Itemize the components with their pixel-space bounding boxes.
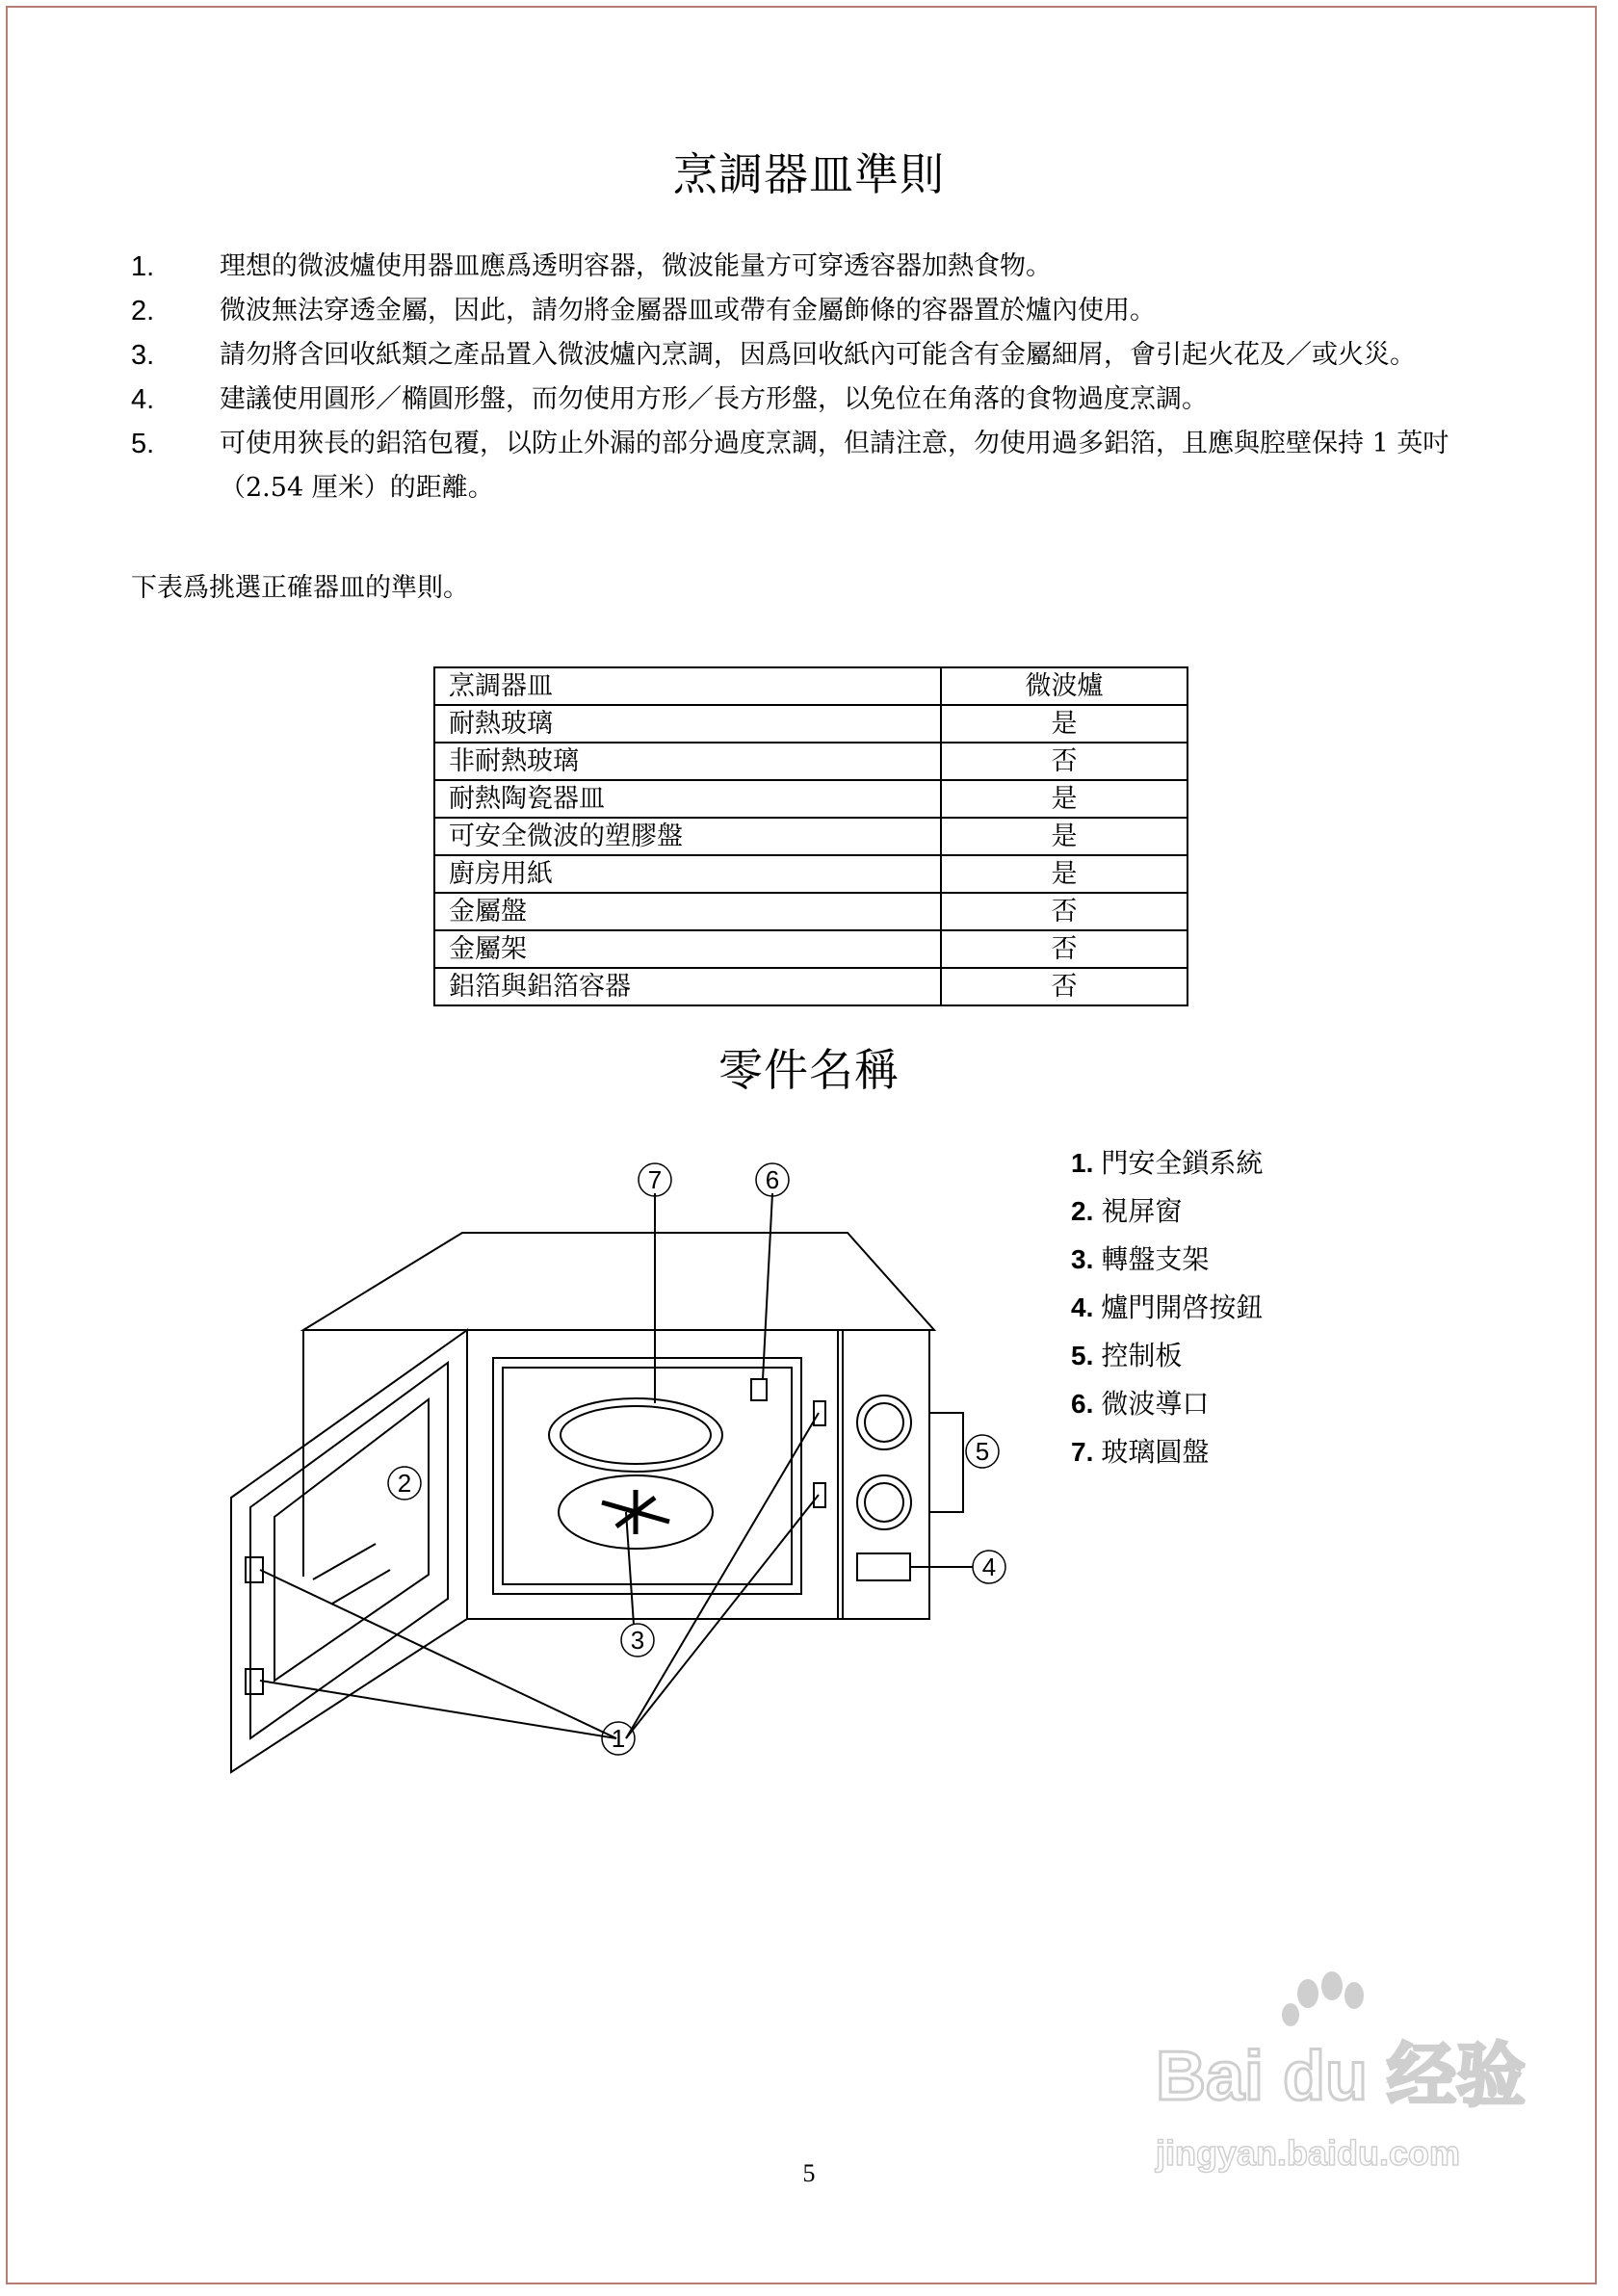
table-cell: 耐熱玻璃 [434,705,941,743]
table-cell: 是 [941,780,1187,818]
rules-list [131,245,1479,510]
part-number: 6. [1071,1389,1094,1419]
table-row [434,893,1187,930]
table-row [434,705,1187,743]
callout-5-label: 5 [975,1437,990,1466]
table-row [434,968,1187,1005]
part-label: 控制板 [1101,1340,1183,1371]
rule-item [131,378,1479,422]
glass-tray-rim [561,1406,711,1464]
table-row [434,930,1187,968]
waveguide-cover [751,1379,767,1400]
table-header-cell: 微波爐 [941,667,1187,705]
callout-6-label: 6 [765,1165,780,1194]
table-cell: 是 [941,855,1187,893]
leader-5-bracket [929,1413,963,1512]
timer-knob-inner [865,1403,903,1442]
table-cell: 金屬架 [434,930,941,968]
table-row [434,818,1187,855]
callout-3-label: 3 [630,1626,645,1655]
rule-number: 2. [131,296,155,326]
table-cell: 廚房用紙 [434,855,941,893]
rule-text: 建議使用圓形／橢圓形盤，而勿使用方形／長方形盤，以免位在角落的食物過度烹調。 [220,384,1208,414]
part-item [1071,1236,1263,1284]
table-header-cell: 烹調器皿 [434,667,941,705]
leader-1 [626,1495,819,1738]
table-cell: 可安全微波的塑膠盤 [434,818,941,855]
part-item [1071,1284,1263,1332]
window-glare [313,1544,376,1579]
door [231,1330,467,1772]
door-release-button [857,1553,910,1580]
cabinet-top [303,1233,934,1330]
table-cell: 金屬盤 [434,893,941,930]
part-label: 門安全鎖系統 [1101,1147,1264,1179]
table-cell: 否 [941,743,1187,780]
watermark-url: jingyan.baidu.com [1156,2133,1461,2173]
part-number: 1. [1071,1148,1094,1178]
leader-1 [260,1681,616,1738]
latch-hole-top [814,1401,825,1425]
table-row [434,780,1187,818]
cabinet-front [467,1330,929,1619]
paw-toe [1344,1982,1364,2009]
rule-text: 可使用狹長的鋁箔包覆，以防止外漏的部分過度烹調，但請注意，勿使用過多鋁箔，且應與腔壁保持 1 英吋（2.54 厘米）的距離。 [220,429,1449,503]
glass-tray [549,1398,722,1472]
door-inner [250,1363,448,1738]
part-label: 微波導口 [1101,1388,1210,1420]
callout-4-label: 4 [981,1552,997,1581]
power-knob-inner [865,1483,903,1522]
table-cell: 否 [941,930,1187,968]
page-number: 5 [802,2159,816,2187]
part-item [1071,1139,1263,1187]
table-cell: 否 [941,893,1187,930]
rule-text: 微波無法穿透金屬，因此，請勿將金屬器皿或帶有金屬飾條的容器置於爐內使用。 [220,296,1156,326]
part-label: 視屏窗 [1101,1195,1183,1227]
part-label: 玻璃圓盤 [1101,1436,1210,1468]
table-cell: 鋁箔與鋁箔容器 [434,968,941,1005]
table-row [434,743,1187,780]
table-cell: 否 [941,968,1187,1005]
parts-heading: 零件名稱 [718,1044,900,1096]
callout-2-label: 2 [397,1469,412,1498]
part-item [1071,1380,1263,1428]
table-cell: 是 [941,705,1187,743]
part-number: 3. [1071,1244,1094,1274]
leader-3 [626,1512,634,1625]
turntable-support [602,1490,669,1534]
microwave-diagram [222,1151,1011,1796]
rule-number: 5. [131,429,155,459]
part-number: 5. [1071,1341,1094,1370]
control-panel [838,1330,929,1619]
rule-text: 請勿將含回收紙類之產品置入微波爐內烹調，因爲回收紙內可能含有金屬細屑，會引起火花及／或火災。 [220,340,1416,370]
rule-text: 理想的微波爐使用器皿應爲透明容器，微波能量方可穿透容器加熱食物。 [220,251,1052,281]
callout-7-label: 7 [647,1165,663,1194]
table-intro: 下表爲挑選正確器皿的準則。 [131,573,469,603]
part-item [1071,1332,1263,1380]
rule-item [131,245,1479,289]
cookware-table [433,666,1188,1006]
part-number: 4. [1071,1292,1094,1322]
table-cell: 非耐熱玻璃 [434,743,941,780]
part-number: 2. [1071,1196,1094,1226]
table-cell: 是 [941,818,1187,855]
window-glare [332,1570,390,1604]
parts-list [1071,1139,1263,1476]
part-label: 轉盤支架 [1101,1243,1210,1275]
paw-toe [1297,1979,1318,2008]
leader-6 [763,1193,772,1379]
table-header-row [434,667,1187,705]
table-row [434,855,1187,893]
rule-item [131,289,1479,333]
paw-toe [1321,1971,1343,2000]
paw-toe [1282,2003,1299,2026]
table-cell: 耐熱陶瓷器皿 [434,780,941,818]
part-item [1071,1187,1263,1236]
watermark-brand: Bai du 经验 [1156,2038,1527,2115]
guidelines-heading: 烹調器皿準則 [673,148,945,200]
rule-item [131,422,1479,510]
rule-number: 3. [131,340,155,371]
leader-1 [626,1413,819,1738]
rule-number: 4. [131,384,155,415]
baidu-watermark-logo [1136,1965,1551,2196]
part-number: 7. [1071,1437,1094,1467]
rule-item [131,333,1479,378]
latch-hole-bottom [814,1483,825,1507]
part-label: 爐門開啓按鈕 [1101,1292,1264,1323]
callout-1-label: 1 [611,1724,626,1753]
rule-number: 1. [131,251,155,282]
part-item [1071,1428,1263,1476]
